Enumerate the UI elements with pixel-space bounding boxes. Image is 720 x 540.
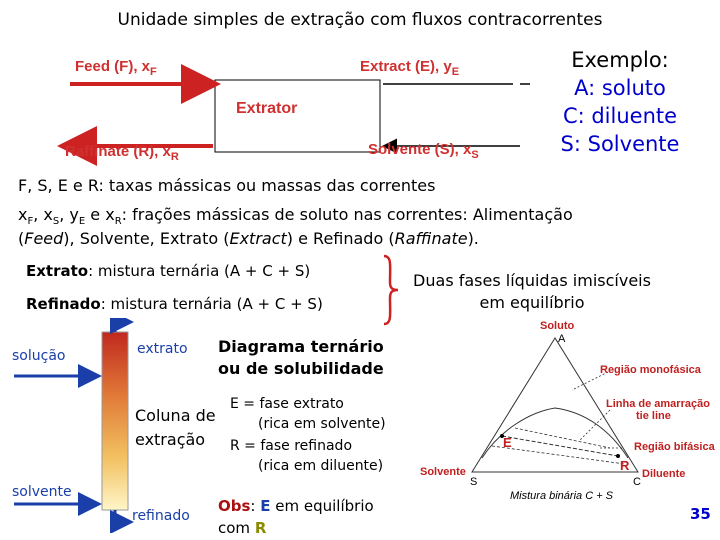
- regiao-monofasica-label: Região monofásica: [600, 364, 701, 376]
- example-c: C: diluente: [562, 104, 678, 128]
- r-phase-def: R = fase refinado: [230, 438, 353, 454]
- solvent-label: Solvente (S), $x_S$: [368, 141, 479, 161]
- page-title: Unidade simples de extração com fluxos contracorrentes: [117, 10, 603, 30]
- e-phase-def: E = fase extrato: [230, 396, 344, 412]
- extrato-label: extrato: [137, 341, 188, 357]
- obs-note: Obs: E em equilíbrio com R: [218, 497, 374, 537]
- diluente-vertex-label: Diluente: [642, 468, 686, 480]
- example-s: S: Solvente: [560, 132, 680, 156]
- raffinate-label: Raffinate (R), $x_R$: [65, 143, 179, 163]
- feed-label: Feed (F), $x_F$: [75, 58, 157, 78]
- extrato-phase: Extrato: mistura ternária (A + C + S): [26, 262, 311, 280]
- solvente-label: solvente: [12, 484, 72, 500]
- point-e-label: E: [503, 435, 512, 450]
- example-title: Exemplo:: [571, 48, 669, 72]
- extract-label: Extract (E), $y_E$: [360, 58, 460, 78]
- extract-arrowhead: [380, 78, 530, 90]
- point-r-label: R: [620, 458, 630, 473]
- refinado-label: refinado: [132, 508, 190, 524]
- linha-amarracao-label: Linha de amarração: [606, 398, 710, 410]
- r-phase-sub: (rica em diluente): [258, 458, 384, 474]
- refinado-phase: Refinado: mistura ternária (A + C + S): [26, 295, 323, 313]
- diagram-title: Diagrama ternário ou de solubilidade: [218, 337, 384, 378]
- example-a: A: soluto: [574, 76, 666, 100]
- solucao-label: solução: [12, 348, 66, 364]
- soluto-label: Soluto: [540, 320, 575, 332]
- column-body: [102, 332, 128, 510]
- vertex-c: C: [633, 476, 641, 488]
- brace-icon: [378, 252, 404, 328]
- page-number: 35: [690, 505, 711, 523]
- extractor-label: Extrator: [236, 100, 298, 117]
- example-legend: [545, 46, 695, 158]
- solvente-vertex-label: Solvente: [420, 466, 466, 478]
- tie-line-label: tie line: [636, 410, 671, 422]
- definition-line2: $x_F$, $x_S$, $y_E$ e $x_R$: frações mássicas de soluto nas correntes: Alimentação: [18, 205, 573, 228]
- equilibrium-note: Duas fases líquidas imiscíveis em equilíbrio: [413, 271, 651, 312]
- vertex-a: A: [558, 333, 566, 345]
- definition-line3: (Feed), Solvente, Extrato (Extract) e Refinado (Raffinate).: [18, 229, 479, 248]
- vertex-s: S: [470, 476, 478, 488]
- mistura-binaria-label: Mistura binária C + S: [510, 490, 614, 502]
- ternary-diagram: [460, 330, 710, 510]
- column-caption: Coluna de extração: [135, 406, 216, 449]
- e-phase-sub: (rica em solvente): [258, 416, 386, 432]
- definition-line1: F, S, E e R: taxas mássicas ou massas das correntes: [18, 176, 436, 195]
- regiao-bifasica-label: Região bifásica: [634, 441, 715, 453]
